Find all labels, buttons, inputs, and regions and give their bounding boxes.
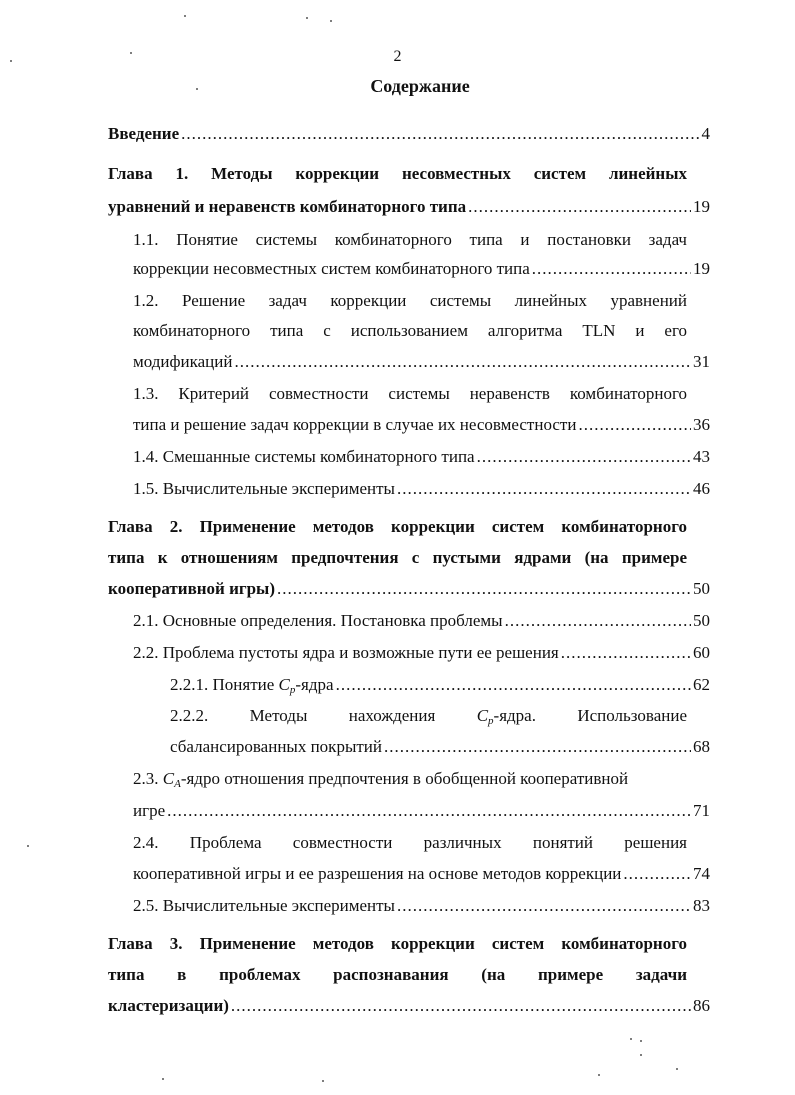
- toc-chapter-2-line-1: Глава 2. Применение методов коррекции систем комбинаторного: [108, 517, 687, 536]
- toc-section-2-4-line-2: кооперативной игры и ее разрешения на основе методов коррекции ..... 74: [133, 860, 710, 888]
- toc-section-2-5: 2.5. Вычислительные эксперименты ..... 83: [133, 892, 710, 920]
- toc-section-2-1: 2.1. Основные определения. Постановка проблемы ..... 50: [133, 607, 710, 635]
- toc-chapter-2-line-2: типа к отношениям предпочтения с пустыми ядрами (на примере: [108, 548, 687, 567]
- scan-speck: [630, 1038, 632, 1040]
- scan-speck: [322, 1080, 324, 1082]
- toc-section-1-5: 1.5. Вычислительные эксперименты ..... 46: [133, 475, 710, 503]
- toc-chapter-1-line-2: уравнений и неравенств комбинаторного типа ..... 19: [108, 193, 710, 221]
- toc-section-2-2: 2.2. Проблема пустоты ядра и возможные пути ее решения ..... 60: [133, 639, 710, 667]
- toc-chapter-3-line-2: типа в проблемах распознавания (на примере задачи: [108, 965, 687, 984]
- toc-section-1-1-line-1: 1.1. Понятие системы комбинаторного типа и постановки задач: [133, 230, 687, 249]
- toc-section-1-2-line-3: модификаций ..... 31: [133, 348, 710, 376]
- toc-subsection-2-2-1: 2.2.1. Понятие $C_p$-ядра ..... 62: [170, 671, 710, 699]
- toc-section-1-2-line-2: комбинаторного типа с использованием алгоритма TLN и его: [133, 321, 687, 340]
- toc-chapter-3-line-3: кластеризации) ..... 86: [108, 992, 710, 1020]
- toc-chapter-3-line-1: Глава 3. Применение методов коррекции систем комбинаторного: [108, 934, 687, 953]
- toc-section-1-1-line-2: коррекции несовместных систем комбинаторного типа ..... 19: [133, 255, 710, 283]
- toc-section-2-3-line-1: 2.3. $C_A$-ядро отношения предпочтения в обобщенной кооперативной: [133, 769, 629, 790]
- toc-chapter-1-line-1: Глава 1. Методы коррекции несовместных систем линейных: [108, 164, 687, 183]
- scan-speck: [184, 15, 186, 17]
- scan-speck: [27, 845, 29, 847]
- toc-section-2-4-line-1: 2.4. Проблема совместности различных понятий решения: [133, 833, 687, 852]
- page-number: 2: [393, 48, 402, 65]
- scan-speck: [598, 1074, 600, 1076]
- toc-entry-introduction: Введение ..... 4: [108, 120, 710, 148]
- toc-section-1-4: 1.4. Смешанные системы комбинаторного типа ..... 43: [133, 443, 710, 471]
- toc-subsection-2-2-2-line-1: 2.2.2. Методы нахождения $C_p$-ядра. Использование: [170, 706, 687, 727]
- scan-speck: [640, 1040, 642, 1042]
- scan-speck: [130, 52, 132, 54]
- scan-speck: [10, 60, 12, 62]
- toc-section-2-3-line-2: игре ..... 71: [133, 797, 710, 825]
- toc-section-1-3-line-2: типа и решение задач коррекции в случае их несовместности ..... 36: [133, 411, 710, 439]
- page-title: Содержание: [370, 76, 470, 96]
- scan-speck: [162, 1078, 164, 1080]
- scan-speck: [640, 1054, 642, 1056]
- scan-speck: [306, 17, 308, 19]
- scan-speck: [330, 20, 332, 22]
- toc-chapter-2-line-3: кооперативной игры) ..... 50: [108, 575, 710, 603]
- scan-speck: [676, 1068, 678, 1070]
- toc-section-1-3-line-1: 1.3. Критерий совместности системы неравенств комбинаторного: [133, 384, 687, 403]
- scan-speck: [196, 88, 198, 90]
- toc-subsection-2-2-2-line-2: сбалансированных покрытий ..... 68: [170, 733, 710, 761]
- toc-section-1-2-line-1: 1.2. Решение задач коррекции системы линейных уравнений: [133, 291, 687, 310]
